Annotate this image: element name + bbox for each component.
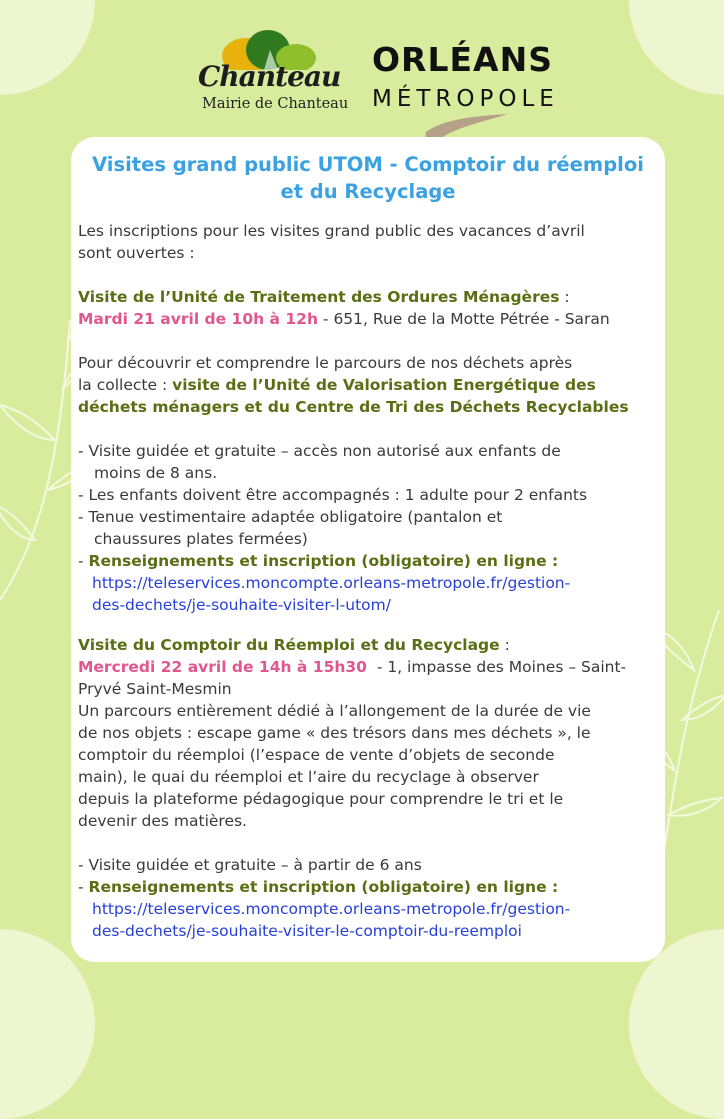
visit1-desc-line-3: déchets ménagers et du Centre de Tri des Déchets Recyclables xyxy=(78,398,629,416)
visit2-desc-line-1: Un parcours entièrement dédié à l’allongement de la durée de vie xyxy=(78,702,591,720)
visit1-bullet-4-text: Renseignements et inscription (obligatoire) en ligne : xyxy=(88,552,559,570)
chanteau-subtitle: Mairie de Chanteau xyxy=(202,96,349,112)
visit1-desc-plain: la collecte : xyxy=(78,376,173,394)
intro-line-1: Les inscriptions pour les visites grand public des vacances d’avril xyxy=(78,222,585,240)
title-line-1: Visites grand public UTOM - Comptoir du réemploi xyxy=(92,153,644,176)
visit2-address-cont: Pryvé Saint-Mesmin xyxy=(78,680,232,698)
visit1-heading xyxy=(78,286,662,308)
visit2-link[interactable] xyxy=(92,898,676,942)
visit2-address: - 1, impasse des Moines – Saint- xyxy=(366,658,627,676)
visit1-heading-suffix: : xyxy=(559,288,570,306)
visit2-desc-line-6: devenir des matières. xyxy=(78,812,247,830)
visit2-link-line-2[interactable]: des-dechets/je-souhaite-visiter-le-comptoir-du-reemploi xyxy=(92,922,522,940)
visit2-heading-suffix: : xyxy=(499,636,510,654)
visit1-bullet-1: - Visite guidée et gratuite – accès non autorisé aux enfants de xyxy=(78,442,561,460)
visit2-link-line-1[interactable]: https://teleservices.moncompte.orleans-metropole.fr/gestion- xyxy=(92,900,571,918)
visit1-date-line xyxy=(78,308,662,330)
visit2-heading xyxy=(78,634,662,656)
visit1-desc-line-1: Pour découvrir et comprendre le parcours de nos déchets après xyxy=(78,354,573,372)
visit2-desc-line-3: comptoir du réemploi (l’espace de vente d’objets de seconde xyxy=(78,746,555,764)
visit2-bullet-2 xyxy=(78,876,662,898)
visit1-heading-text: Visite de l’Unité de Traitement des Ordures Ménagères xyxy=(78,288,560,306)
visit2-bullet-2-dash: - xyxy=(78,878,89,896)
intro-line-2: sont ouvertes : xyxy=(78,244,195,262)
page-title xyxy=(71,151,665,205)
visit2-desc-line-2: de nos objets : escape game « des trésors dans mes déchets », le xyxy=(78,724,591,742)
visit2-desc-line-5: depuis la plateforme pédagogique pour comprendre le tri et le xyxy=(78,790,564,808)
orleans-logo-line1: ORLÉANS xyxy=(372,40,553,79)
visit2-bullet-1: - Visite guidée et gratuite – à partir de 6 ans xyxy=(78,856,422,874)
chanteau-name: Chanteau xyxy=(198,60,341,93)
orleans-metropole-logo xyxy=(368,40,568,140)
visit1-desc-line-2 xyxy=(78,374,662,396)
title-line-2: et du Recyclage xyxy=(280,180,456,203)
chanteau-logo xyxy=(196,30,349,140)
visit2-heading-text: Visite du Comptoir du Réemploi et du Recyclage xyxy=(78,636,500,654)
orleans-logo-line2: MÉTROPOLE xyxy=(372,86,559,112)
visit1-bullet-1-cont: moins de 8 ans. xyxy=(94,464,218,482)
content-card xyxy=(71,137,665,962)
visit1-desc-bold: visite de l’Unité de Valorisation Energétique des xyxy=(172,376,596,394)
visit1-bullet-3: - Tenue vestimentaire adaptée obligatoire (pantalon et xyxy=(78,508,503,526)
visit1-bullet-4-dash: - xyxy=(78,552,89,570)
visit2-date: Mercredi 22 avril de 14h à 15h30 xyxy=(78,658,367,676)
visit1-address: - 651, Rue de la Motte Pétrée - Saran xyxy=(318,310,610,328)
header-logos xyxy=(0,26,724,136)
visit1-bullet-2: - Les enfants doivent être accompagnés : 1 adulte pour 2 enfants xyxy=(78,486,588,504)
visit1-link[interactable] xyxy=(92,572,676,616)
visit1-date: Mardi 21 avril de 10h à 12h xyxy=(78,310,318,328)
visit2-date-line xyxy=(78,656,662,678)
visit1-bullet-4 xyxy=(78,550,662,572)
visit1-link-line-2[interactable]: des-dechets/je-souhaite-visiter-l-utom/ xyxy=(92,596,391,614)
visit1-bullet-3-cont: chaussures plates fermées) xyxy=(94,530,308,548)
visit2-bullet-2-text: Renseignements et inscription (obligatoire) en ligne : xyxy=(88,878,559,896)
visit1-link-line-1[interactable]: https://teleservices.moncompte.orleans-metropole.fr/gestion- xyxy=(92,574,571,592)
visit2-desc-line-4: main), le quai du réemploi et l’aire du recyclage à observer xyxy=(78,768,539,786)
